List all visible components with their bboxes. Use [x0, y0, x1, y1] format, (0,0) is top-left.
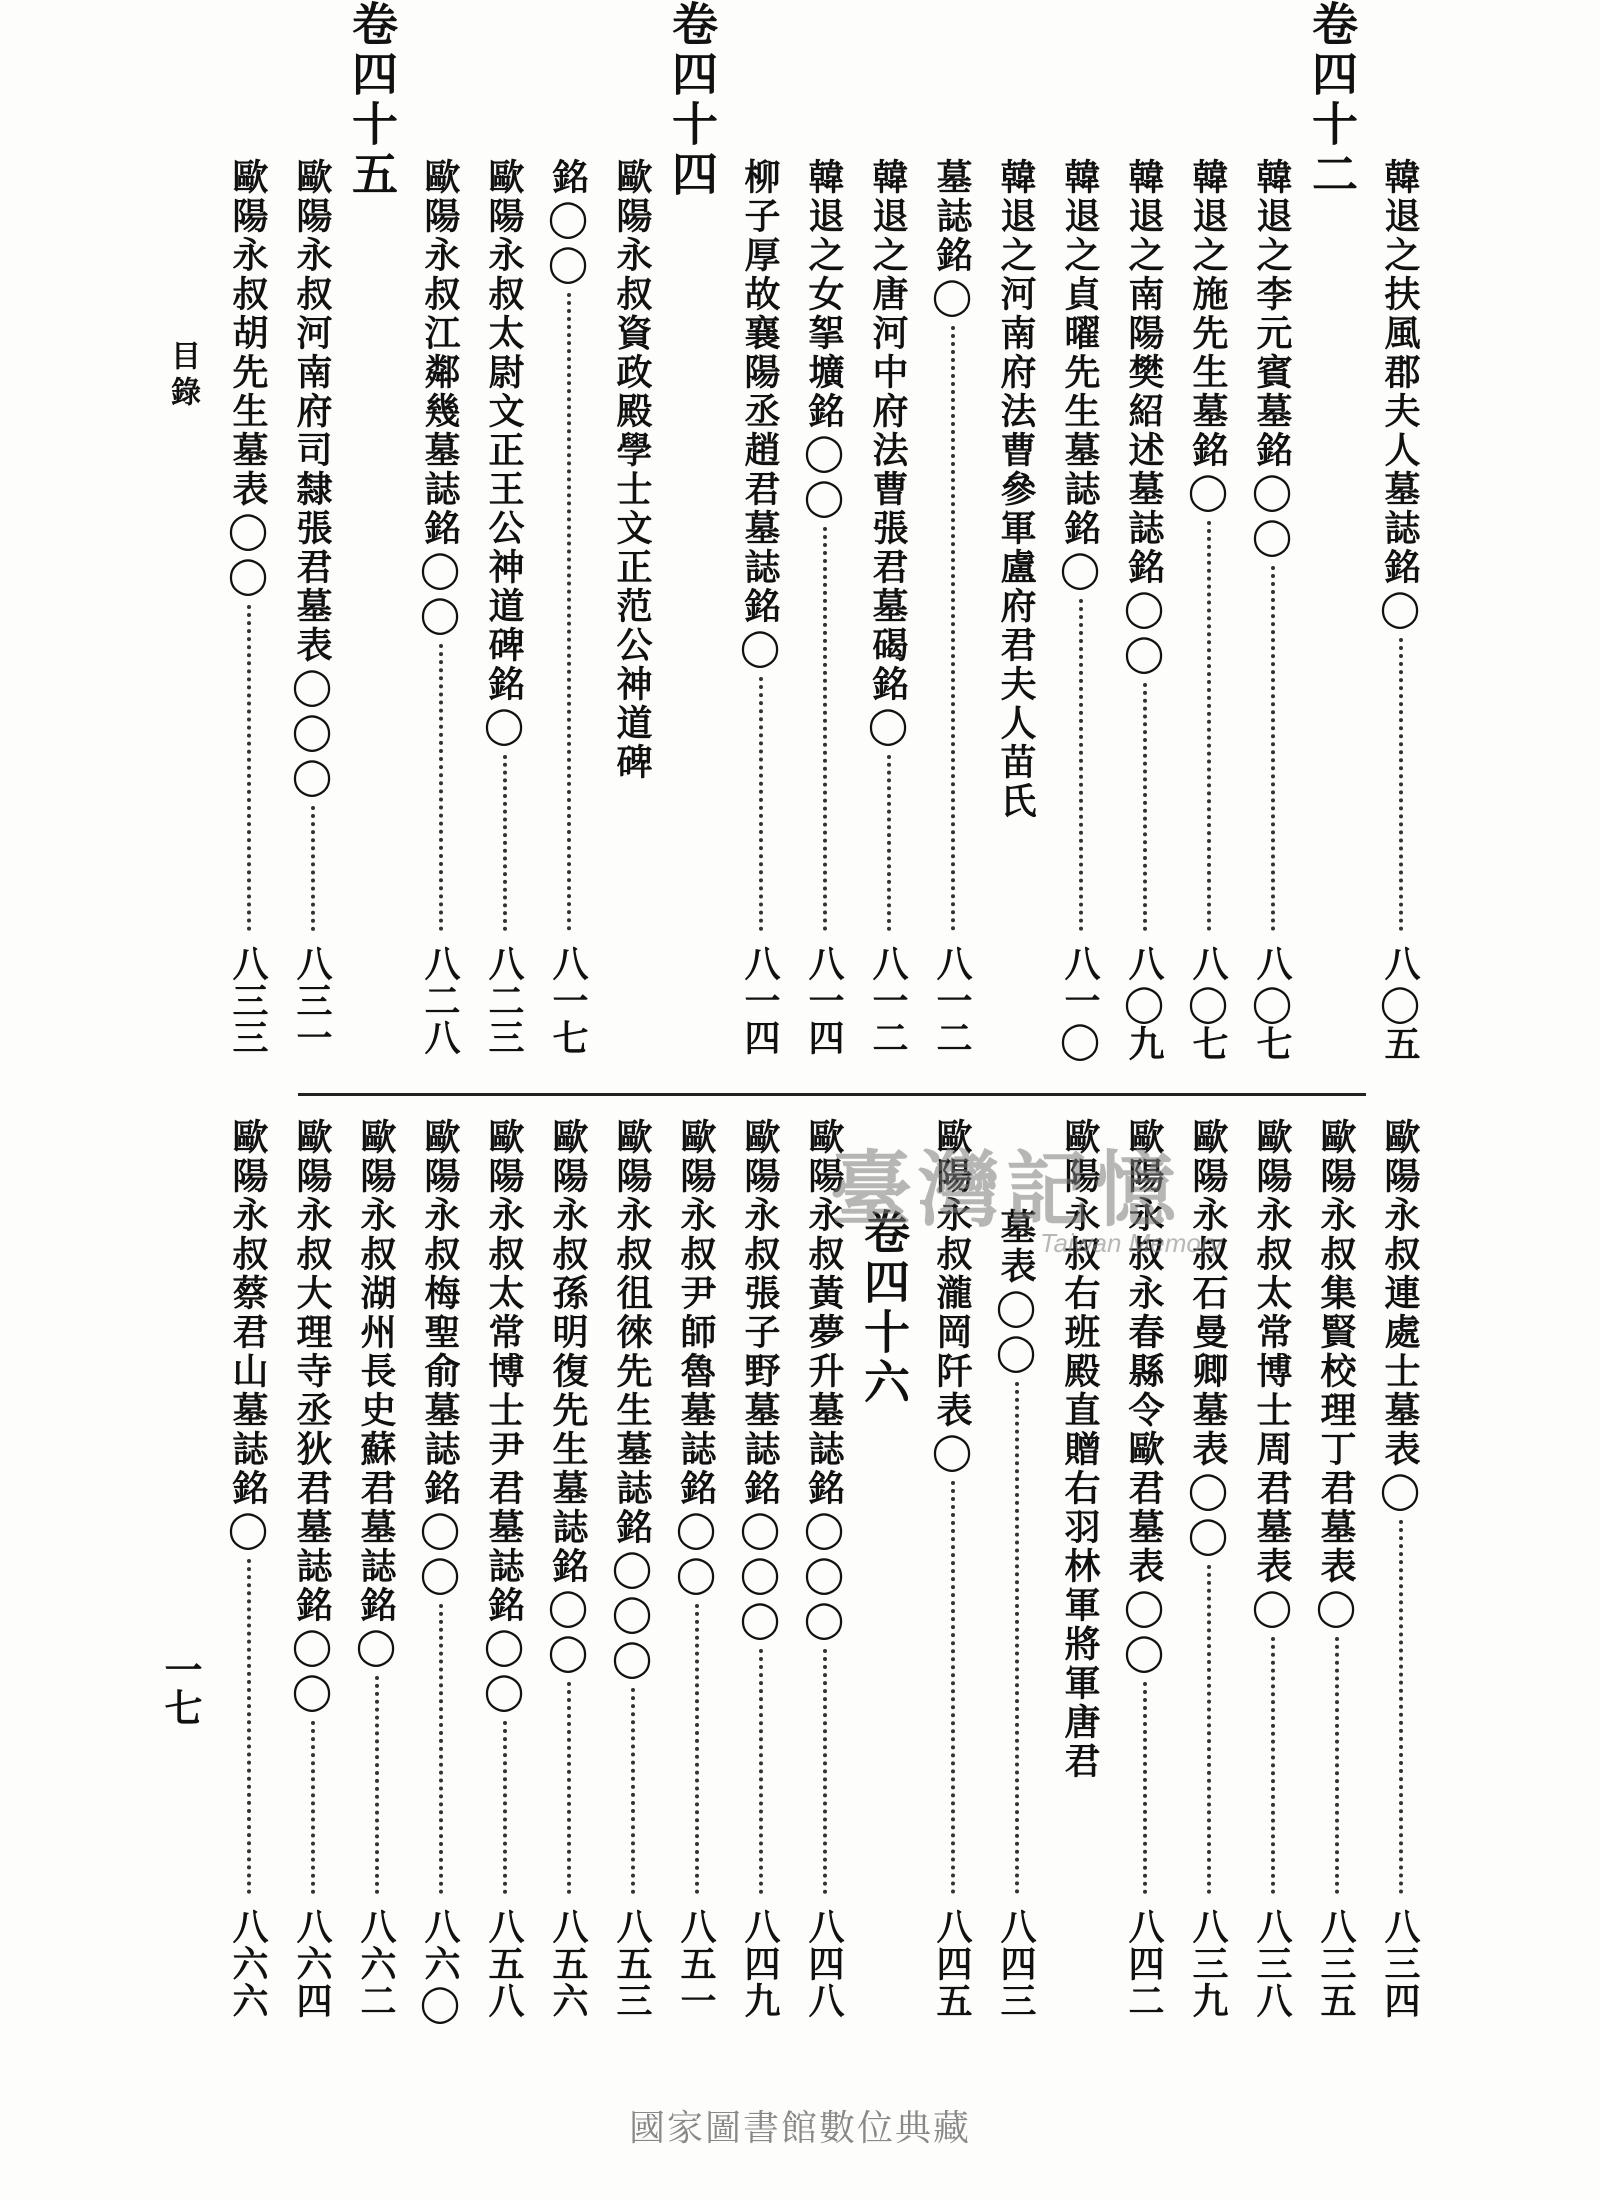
toc-entry-title: 歐陽永叔徂徠先生墓誌銘◯◯◯: [611, 1118, 653, 1682]
toc-entry-page: 八四八: [803, 1908, 845, 2019]
toc-entry-title: 歐陽永叔資政殿學士文正范公神道碑: [611, 158, 653, 782]
toc-entry-page: 八◯九: [1123, 945, 1165, 1062]
toc-entry-page: 八五六: [547, 1908, 589, 2019]
leader-dots: [823, 527, 827, 931]
volume-heading: 卷四十四: [665, 0, 719, 200]
toc-entry-page: 八二八: [419, 945, 461, 1056]
toc-entry-title: 歐陽永叔胡先生墓表◯◯: [227, 158, 269, 599]
toc-entry-title: 銘◯◯: [547, 158, 589, 287]
toc-entry-title: 歐陽永叔瀧岡阡表◯: [931, 1118, 973, 1475]
toc-entry-page: 八六六: [227, 1908, 269, 2019]
leader-dots: [503, 755, 507, 931]
toc-entry-title: 韓退之唐河中府法曹張君墓碣銘◯: [867, 158, 909, 749]
toc-entry-page: 八三八: [1251, 1908, 1293, 2019]
leader-dots: [1335, 1637, 1339, 1894]
toc-entry-title: 歐陽永叔湖州長史蘇君墓誌銘◯: [355, 1118, 397, 1670]
toc-entry-page: 八二三: [483, 945, 525, 1056]
toc-entry-title: 歐陽永叔集賢校理丁君墓表◯: [1315, 1118, 1357, 1631]
leader-dots: [1207, 1565, 1211, 1894]
toc-entry-page: 八一二: [867, 945, 909, 1056]
toc-entry-page: 八◯七: [1251, 945, 1293, 1062]
leader-dots: [311, 806, 315, 931]
toc-entry-title: 歐陽永叔石曼卿墓表◯◯: [1187, 1118, 1229, 1559]
toc-entry-title: 歐陽永叔太常博士尹君墓誌銘◯◯: [483, 1118, 525, 1715]
toc-entry-title: 歐陽永叔太尉文正王公神道碑銘◯: [483, 158, 525, 749]
toc-entry-title: 韓退之女挐壙銘◯◯: [803, 158, 845, 521]
toc-entry-page: 八一二: [931, 945, 973, 1056]
side-label: 目錄: [165, 340, 200, 412]
toc-entry-page: 八五八: [483, 1908, 525, 2019]
section-divider: [298, 1093, 1366, 1096]
leader-dots: [1207, 521, 1211, 931]
taiwan-memory-watermark: 臺灣記憶: [830, 1142, 1183, 1238]
toc-entry-title: 歐陽永叔孫明復先生墓誌銘◯◯: [547, 1118, 589, 1676]
toc-entry-page: 八四九: [739, 1908, 781, 2019]
leader-dots: [1015, 1382, 1019, 1894]
leader-dots: [1271, 1637, 1275, 1894]
volume-heading: 卷四十二: [1305, 0, 1359, 200]
toc-entry-title: 柳子厚故襄陽丞趙君墓誌銘◯: [739, 158, 781, 671]
toc-entry-title: 歐陽永叔黃夢升墓誌銘◯◯◯: [803, 1118, 845, 1643]
leader-dots: [759, 1649, 763, 1894]
leader-dots: [1399, 1520, 1403, 1894]
leader-dots: [759, 677, 763, 931]
leader-dots: [567, 293, 571, 931]
toc-entry-title: 韓退之施先生墓銘◯: [1187, 158, 1229, 515]
toc-entry-title: 歐陽永叔尹師魯墓誌銘◯◯: [675, 1118, 717, 1598]
toc-entry-page: 八三四: [1379, 1908, 1421, 2019]
toc-entry-title: 歐陽永叔蔡君山墓誌銘◯: [227, 1118, 269, 1553]
toc-entry-title: 韓退之扶風郡夫人墓誌銘◯: [1379, 158, 1421, 632]
leader-dots: [503, 1721, 507, 1894]
toc-entry-page: 八一◯: [1059, 945, 1101, 1062]
leader-dots: [1143, 683, 1147, 931]
toc-entry-title: 韓退之貞曜先生墓誌銘◯: [1059, 158, 1101, 593]
toc-entry-title: 韓退之李元賓墓銘◯◯: [1251, 158, 1293, 560]
toc-entry-title: 歐陽永叔河南府司隸張君墓表◯◯◯: [291, 158, 333, 800]
toc-entry-title: 歐陽永叔永春縣令歐君墓表◯◯: [1123, 1118, 1165, 1676]
toc-entry-page: 八四五: [931, 1908, 973, 2019]
toc-entry-page: 八五三: [611, 1908, 653, 2019]
leader-dots: [439, 1604, 443, 1894]
leader-dots: [1399, 638, 1403, 931]
footer-credit: 國家圖書館數位典藏: [628, 2108, 971, 2149]
leader-dots: [887, 755, 891, 931]
toc-entry-title: 歐陽永叔右班殿直贈右羽林軍將軍唐君: [1059, 1118, 1101, 1781]
toc-entry-page: 八◯七: [1187, 945, 1229, 1062]
toc-entry-title: 韓退之河南府法曹參軍盧府君夫人苗氏: [995, 158, 1037, 821]
volume-heading: 卷四十六: [857, 1208, 911, 1408]
leader-dots: [247, 605, 251, 931]
toc-entry-page: 八六二: [355, 1908, 397, 2019]
taiwan-memory-watermark-en: Taiwan Memory: [1040, 1228, 1223, 1258]
leader-dots: [1143, 1682, 1147, 1894]
toc-entry-page: 八一七: [547, 945, 589, 1056]
leader-dots: [695, 1604, 699, 1894]
leader-dots: [1271, 566, 1275, 931]
leader-dots: [375, 1676, 379, 1894]
toc-entry-title: 墓表◯◯: [995, 1208, 1037, 1376]
leader-dots: [631, 1688, 635, 1894]
toc-entry-page: 八六四: [291, 1908, 333, 2019]
toc-entry-page: 八一四: [803, 945, 845, 1056]
toc-entry-page: 八三一: [291, 945, 333, 1056]
toc-entry-title: 歐陽永叔太常博士周君墓表◯: [1251, 1118, 1293, 1631]
toc-entry-title: 韓退之南陽樊紹述墓誌銘◯◯: [1123, 158, 1165, 677]
toc-entry-page: 八◯五: [1379, 945, 1421, 1062]
leader-dots: [951, 1481, 955, 1894]
toc-entry-page: 八四三: [995, 1908, 1037, 2019]
toc-entry-page: 八四二: [1123, 1908, 1165, 2019]
toc-entry-title: 歐陽永叔梅聖俞墓誌銘◯◯: [419, 1118, 461, 1598]
toc-entry-title: 墓誌銘◯: [931, 158, 973, 320]
toc-entry-page: 八三三: [227, 945, 269, 1056]
toc-entry-title: 歐陽永叔江鄰幾墓誌銘◯◯: [419, 158, 461, 638]
leader-dots: [311, 1721, 315, 1894]
toc-entry-title: 歐陽永叔張子野墓誌銘◯◯◯: [739, 1118, 781, 1643]
toc-entry-page: 八五一: [675, 1908, 717, 2019]
leader-dots: [951, 326, 955, 931]
toc-entry-page: 八三五: [1315, 1908, 1357, 2019]
leader-dots: [439, 644, 443, 931]
toc-entry-page: 八六◯: [419, 1908, 461, 2025]
leader-dots: [567, 1682, 571, 1894]
toc-entry-title: 歐陽永叔大理寺丞狄君墓誌銘◯◯: [291, 1118, 333, 1715]
page-number: 一七: [158, 1650, 203, 1726]
leader-dots: [1079, 599, 1083, 931]
leader-dots: [823, 1649, 827, 1894]
toc-entry-page: 八一四: [739, 945, 781, 1056]
toc-entry-title: 歐陽永叔連處士墓表◯: [1379, 1118, 1421, 1514]
leader-dots: [247, 1559, 251, 1894]
toc-entry-page: 八三九: [1187, 1908, 1229, 2019]
volume-heading: 卷四十五: [345, 0, 399, 200]
